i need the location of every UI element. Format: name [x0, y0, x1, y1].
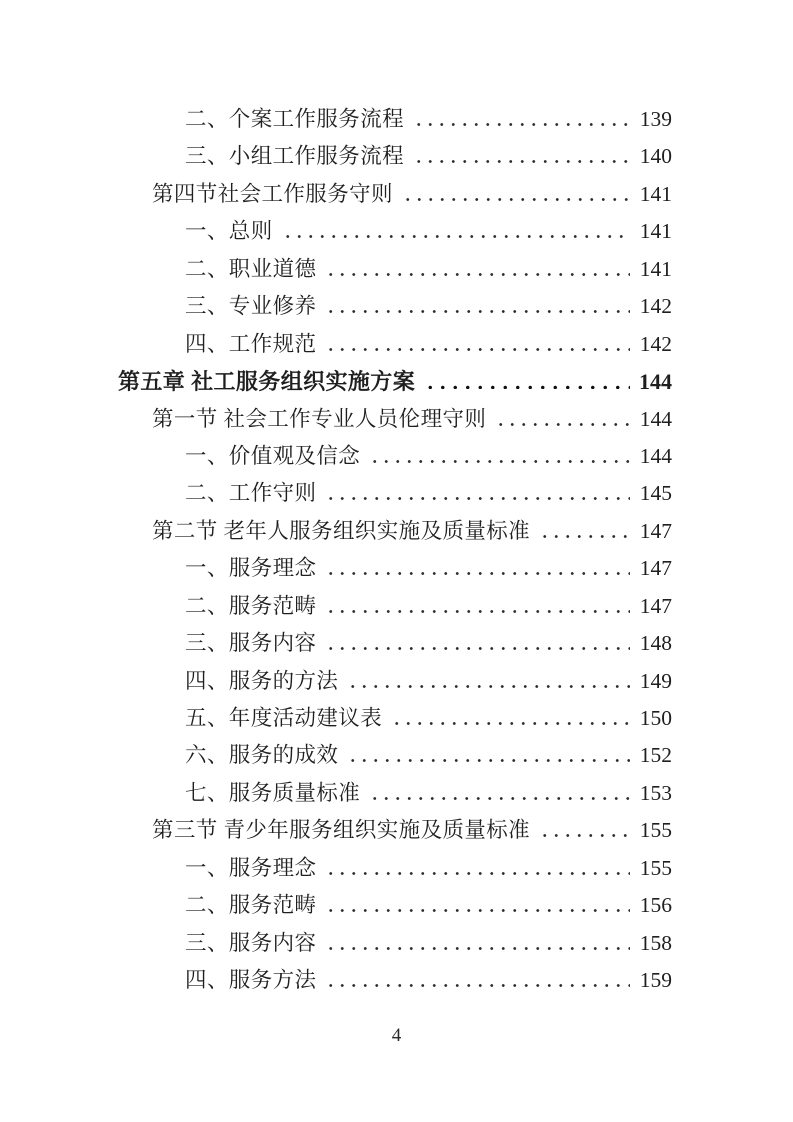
toc-entry-label: 二、服务范畴 — [185, 593, 317, 618]
toc-entry-label: 六、服务的成效 — [185, 743, 339, 768]
toc-entry-page: 147 — [639, 556, 672, 581]
toc-entry-label: 五、年度活动建议表 — [185, 706, 383, 730]
toc-entry-label: 四、服务的方法 — [185, 668, 339, 693]
toc-dot-leader — [323, 945, 630, 950]
toc-entry-page: 145 — [639, 481, 672, 506]
toc-entry-label: 第二节 老年人服务组织实施及质量标准 — [152, 518, 531, 543]
toc-entry-label: 三、专业修养 — [185, 294, 317, 319]
toc-entry-label: 第五章 社工服务组织实施方案 — [118, 369, 416, 395]
table-of-contents — [118, 101, 672, 1000]
toc-entry-page: 142 — [639, 331, 672, 356]
toc-entry[interactable] — [118, 101, 672, 138]
toc-dot-leader — [323, 870, 630, 875]
toc-entry-page: 159 — [639, 968, 672, 993]
toc-entry[interactable] — [118, 550, 672, 587]
toc-entry-page: 149 — [639, 668, 672, 693]
toc-entry-label: 三、服务内容 — [185, 631, 317, 656]
toc-entry[interactable] — [118, 625, 672, 662]
toc-entry-page: 156 — [639, 893, 672, 918]
toc-entry[interactable] — [118, 475, 672, 512]
toc-entry[interactable] — [118, 138, 672, 175]
toc-entry-page: 155 — [639, 818, 672, 843]
toc-dot-leader — [422, 384, 630, 389]
toc-entry[interactable] — [118, 850, 672, 887]
toc-entry-label: 四、服务方法 — [185, 968, 317, 993]
toc-entry-page: 152 — [639, 743, 672, 768]
toc-entry-label: 第四节社会工作服务守则 — [152, 181, 393, 206]
toc-dot-leader — [367, 458, 630, 463]
toc-dot-leader — [400, 196, 630, 201]
toc-entry[interactable] — [118, 363, 672, 400]
toc-entry-page: 150 — [639, 706, 672, 730]
toc-entry-page: 141 — [639, 181, 672, 206]
toc-entry-label: 二、工作守则 — [185, 481, 317, 506]
toc-dot-leader — [389, 720, 630, 725]
toc-entry[interactable] — [118, 213, 672, 250]
toc-entry[interactable] — [118, 925, 672, 962]
toc-entry[interactable] — [118, 251, 672, 288]
toc-entry[interactable] — [118, 887, 672, 924]
toc-entry-page: 139 — [639, 107, 672, 131]
toc-entry-page: 148 — [639, 631, 672, 656]
toc-entry-page: 140 — [639, 144, 672, 169]
toc-entry-label: 二、职业道德 — [185, 256, 317, 281]
toc-dot-leader — [323, 907, 630, 912]
toc-entry-label: 七、服务质量标准 — [185, 780, 361, 805]
toc-dot-leader — [411, 158, 630, 163]
toc-dot-leader — [323, 570, 630, 575]
page-number: 4 — [391, 1025, 402, 1046]
toc-entry[interactable] — [118, 812, 672, 849]
toc-dot-leader — [537, 832, 630, 837]
toc-entry-page: 158 — [639, 930, 672, 955]
toc-dot-leader — [323, 982, 630, 987]
toc-entry-page: 153 — [639, 780, 672, 805]
toc-dot-leader — [280, 233, 630, 238]
toc-dot-leader — [323, 645, 630, 650]
toc-entry[interactable] — [118, 588, 672, 625]
toc-entry[interactable] — [118, 737, 672, 774]
toc-entry-label: 第一节 社会工作专业人员伦理守则 — [152, 406, 487, 431]
toc-entry-page: 147 — [639, 518, 672, 543]
toc-entry-label: 三、小组工作服务流程 — [185, 144, 405, 169]
toc-entry-label: 一、价值观及信念 — [185, 443, 361, 468]
toc-entry[interactable] — [118, 401, 672, 438]
toc-dot-leader — [323, 608, 630, 613]
toc-entry[interactable] — [118, 700, 672, 737]
toc-entry-label: 第三节 青少年服务组织实施及质量标准 — [152, 818, 531, 843]
toc-entry-page: 147 — [639, 593, 672, 618]
toc-dot-leader — [323, 308, 630, 313]
toc-dot-leader — [345, 683, 630, 688]
toc-dot-leader — [411, 121, 630, 126]
toc-entry[interactable] — [118, 962, 672, 999]
toc-entry[interactable] — [118, 775, 672, 812]
toc-entry-label: 二、个案工作服务流程 — [185, 107, 405, 131]
toc-entry-page: 144 — [639, 406, 672, 431]
toc-entry-label: 二、服务范畴 — [185, 893, 317, 918]
toc-entry-page: 144 — [639, 443, 672, 468]
toc-dot-leader — [367, 795, 630, 800]
toc-entry-page: 155 — [639, 855, 672, 880]
toc-entry[interactable] — [118, 326, 672, 363]
toc-entry[interactable] — [118, 176, 672, 213]
toc-entry-page: 141 — [639, 219, 672, 244]
toc-entry[interactable] — [118, 663, 672, 700]
toc-entry-label: 一、总则 — [185, 219, 273, 244]
toc-entry-label: 三、服务内容 — [185, 930, 317, 955]
toc-dot-leader — [537, 533, 630, 538]
toc-dot-leader — [345, 757, 630, 762]
toc-entry-page: 141 — [639, 256, 672, 281]
toc-entry[interactable] — [118, 438, 672, 475]
toc-entry-page: 142 — [639, 294, 672, 319]
toc-dot-leader — [493, 421, 630, 426]
toc-entry[interactable] — [118, 288, 672, 325]
toc-entry[interactable] — [118, 513, 672, 550]
toc-dot-leader — [323, 346, 630, 351]
page-footer — [0, 1025, 793, 1047]
toc-entry-page: 144 — [639, 369, 672, 395]
toc-dot-leader — [323, 495, 630, 500]
toc-entry-label: 一、服务理念 — [185, 556, 317, 581]
toc-entry-label: 一、服务理念 — [185, 855, 317, 880]
toc-dot-leader — [323, 271, 630, 276]
toc-entry-label: 四、工作规范 — [185, 331, 317, 356]
